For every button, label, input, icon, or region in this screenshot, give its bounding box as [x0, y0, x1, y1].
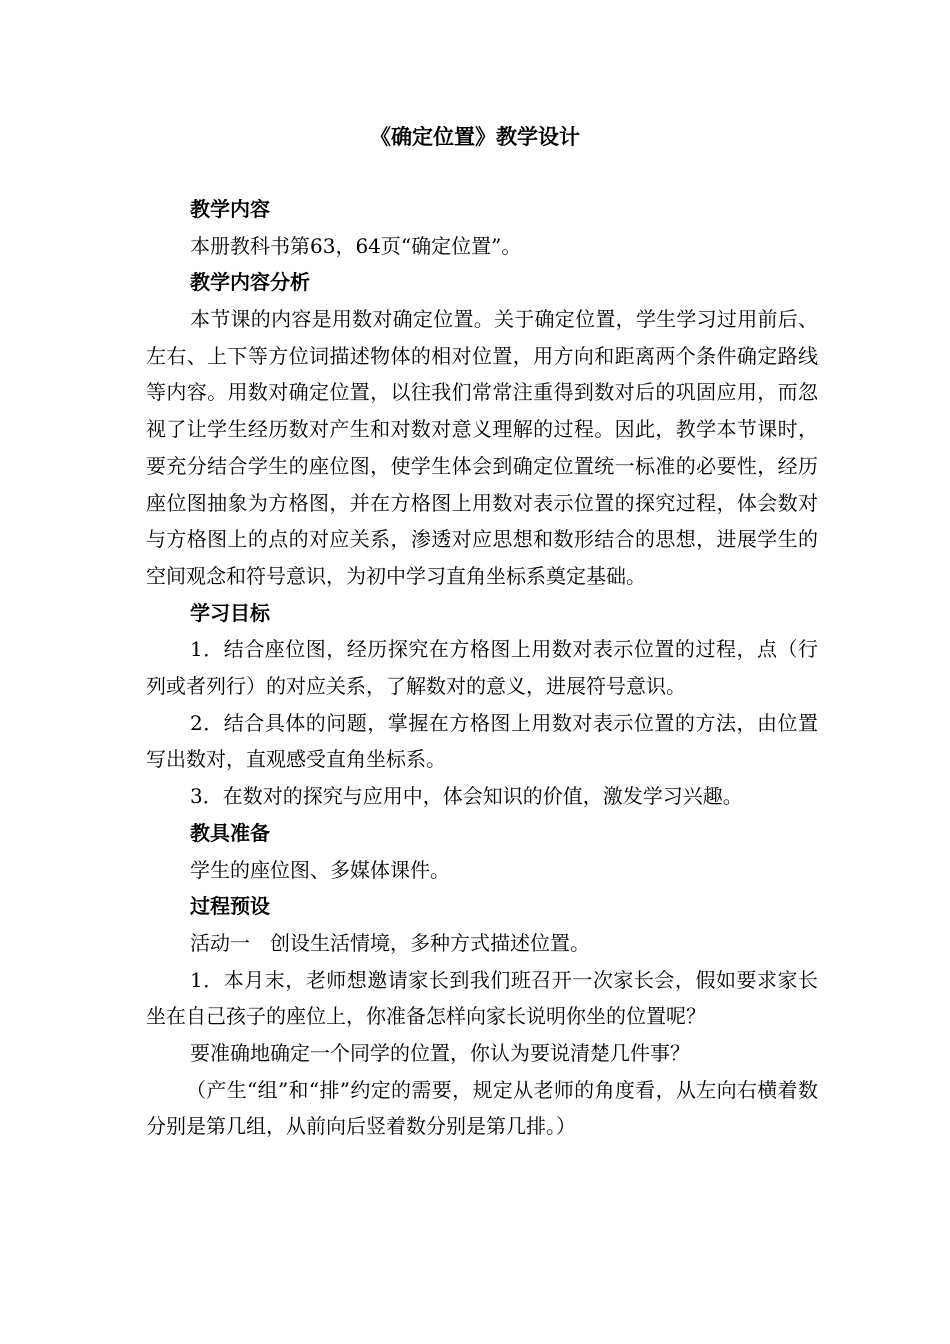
document-body: [146, 191, 818, 1145]
section-heading-goals: 学习目标: [190, 600, 270, 625]
content-text: 本册教科书第63，64页“确定位置”。: [190, 233, 522, 258]
tools-text: 学生的座位图、多媒体课件。: [190, 857, 450, 882]
section-heading-tools: 教具准备: [190, 820, 270, 845]
analysis-paragraph: 本节课的内容是用数对确定位置。关于确定位置，学生学习过用前后、左右、上下等方位词描述物体的相对位置，用方向和距离两个条件确定路线等内容。用数对确定位置，以往我们常常注重得到数对后的巩固应用，而忽视了让学生经历数对产生和对数对意义理解的过程。因此，教学本节课时，要充分结合学生的座位图，使学生体会到确定位置统一标准的必要性，经历座位图抽象为方格图，并在方格图上用数对表示位置的探究过程，体会数对与方格图上的点的对应关系，渗透对应思想和数形结合的思想，进展学生的空间观念和符号意识，为初中学习直角坐标系奠定基础。: [146, 307, 818, 588]
process-step-1: 1．本月末，老师想邀请家长到我们班召开一次家长会，假如要求家长坐在自己孩子的座位上，你准备怎样向家长说明你坐的位置呢？: [146, 967, 818, 1029]
section-heading-process: 过程预设: [190, 894, 270, 919]
section-heading-analysis: 教学内容分析: [190, 270, 310, 295]
process-note: （产生“组”和“排”约定的需要，规定从老师的角度看，从左向右横着数分别是第几组，从前向后竖着数分别是第几排。）: [146, 1077, 818, 1139]
section-heading-content: 教学内容: [190, 197, 270, 221]
process-question: 要准确地确定一个同学的位置，你认为要说清楚几件事？: [190, 1041, 690, 1066]
goal-item-2: 2．结合具体的问题，掌握在方格图上用数对表示位置的方法，由位置写出数对，直观感受直角坐标系。: [146, 710, 818, 772]
goal-item-1: 1．结合座位图，经历探究在方格图上用数对表示位置的过程，点（行列或者列行）的对应关系，了解数对的意义，进展符号意识。: [146, 637, 818, 699]
document-title: 《确定位置》教学设计: [370, 125, 580, 149]
activity-1-title: 活动一 创设生活情境，多种方式描述位置。: [190, 930, 590, 955]
goal-item-3: 3．在数对的探究与应用中，体会知识的价值，激发学习兴趣。: [190, 784, 743, 809]
